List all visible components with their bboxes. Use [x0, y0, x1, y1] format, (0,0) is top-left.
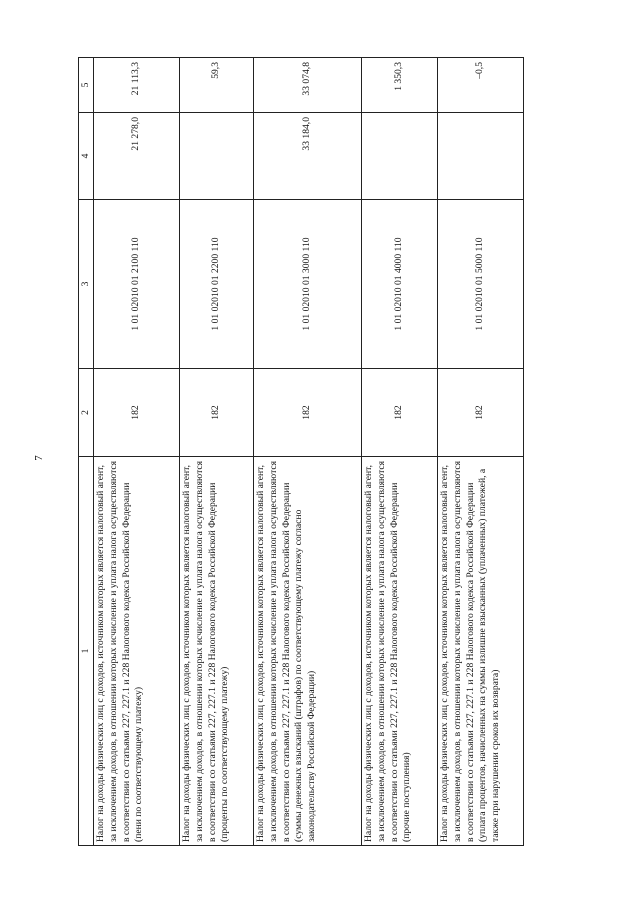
- table-row: [362, 58, 438, 846]
- row-admin-code: 182: [180, 369, 254, 457]
- row-actual-value: 33 074,8: [254, 58, 362, 113]
- header-row: [79, 58, 94, 846]
- row-budget-code: 1 01 02010 01 4000 110: [362, 200, 438, 369]
- header-cell: 3: [79, 200, 94, 369]
- header-cell: 1: [79, 457, 94, 846]
- row-plan-value: 33 184,0: [254, 113, 362, 200]
- row-description: Налог на доходы физических лиц с доходов, источником которых является налоговый агент, за исключением доходов, в отношении которых исчисление и уплата налога осуществляются в соответствии со статьями 227, 227.1 и 228 Налогового кодекса Российской Федерации (суммы денежных взысканий (штрафов) по соответствующему платежу согласно законодательству Российской Федерации): [254, 457, 362, 846]
- row-actual-value: 59,3: [180, 58, 254, 113]
- row-actual-value: –0,5: [438, 58, 524, 113]
- row-budget-code: 1 01 02010 01 3000 110: [254, 200, 362, 369]
- page-number: 7: [32, 455, 45, 461]
- header-cell: 5: [79, 58, 94, 113]
- row-admin-code: 182: [438, 369, 524, 457]
- row-plan-value: [438, 113, 524, 200]
- row-plan-value: 21 278,0: [94, 113, 180, 200]
- row-actual-value: 1 350,3: [362, 58, 438, 113]
- table-row: [438, 58, 524, 846]
- row-budget-code: 1 01 02010 01 2200 110: [180, 200, 254, 369]
- row-description: Налог на доходы физических лиц с доходов, источником которых является налоговый агент, за исключением доходов, в отношении которых исчисление и уплата налога осуществляются в соответствии со статьями 227, 227.1 и 228 Налогового кодекса Российской Федерации (уплата процентов, начисленных на суммы излишне взысканных (уплаченных) платежей, а также при нарушении сроков их возврата): [438, 457, 524, 846]
- row-actual-value: 21 113,3: [94, 58, 180, 113]
- row-admin-code: 182: [94, 369, 180, 457]
- row-description: Налог на доходы физических лиц с доходов, источником которых является налоговый агент, за исключением доходов, в отношении которых исчисление и уплата налога осуществляются в соответствии со статьями 227, 227.1 и 228 Налогового кодекса Российской Федерации (пени по соответствующему платежу): [94, 457, 180, 846]
- row-admin-code: 182: [254, 369, 362, 457]
- row-description: Налог на доходы физических лиц с доходов, источником которых является налоговый агент, за исключением доходов, в отношении которых исчисление и уплата налога осуществляются в соответствии со статьями 227, 227.1 и 228 Налогового кодекса Российской Федерации (проценты по соответствующему платежу): [180, 457, 254, 846]
- table-row: [180, 58, 254, 846]
- header-cell: 4: [79, 113, 94, 200]
- revenue-table: [78, 57, 524, 846]
- row-budget-code: 1 01 02010 01 5000 110: [438, 200, 524, 369]
- row-description: Налог на доходы физических лиц с доходов, источником которых является налоговый агент, за исключением доходов, в отношении которых исчисление и уплата налога осуществляются в соответствии со статьями 227, 227.1 и 228 Налогового кодекса Российской Федерации (прочие поступления): [362, 457, 438, 846]
- table-row: [94, 58, 180, 846]
- row-plan-value: [362, 113, 438, 200]
- row-plan-value: [180, 113, 254, 200]
- header-cell: 2: [79, 369, 94, 457]
- row-admin-code: 182: [362, 369, 438, 457]
- table-row: [254, 58, 362, 846]
- revenue-table-container: [78, 58, 523, 846]
- row-budget-code: 1 01 02010 01 2100 110: [94, 200, 180, 369]
